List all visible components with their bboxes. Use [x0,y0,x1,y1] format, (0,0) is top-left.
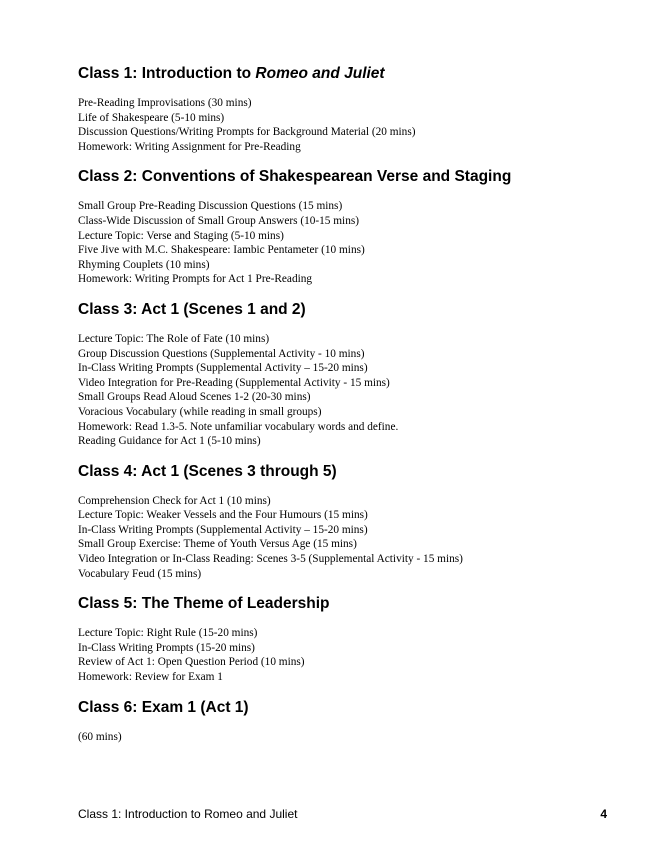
class-1-heading [78,64,618,84]
list-item: Group Discussion Questions (Supplemental Activity - 10 mins) [78,347,365,360]
list-item: Discussion Questions/Writing Prompts for Background Material (20 mins) [78,126,416,139]
class-6-section [78,698,618,745]
class-2-section [78,167,618,287]
page-number: 4 [600,807,607,821]
list-item: In-Class Writing Prompts (Supplemental Activity – 15-20 mins) [78,362,368,375]
class-1-activity-list [78,96,618,154]
list-item: Homework: Writing Prompts for Act 1 Pre-Reading [78,273,313,286]
class-4-heading: Class 4: Act 1 (Scenes 3 through 5) [78,462,337,480]
class-3-heading: Class 3: Act 1 (Scenes 1 and 2) [78,300,306,318]
list-item: Rhyming Couplets (10 mins) [78,258,210,271]
footer-title: Class 1: Introduction to Romeo and Juliet [78,807,298,821]
list-item: Comprehension Check for Act 1 (10 mins) [78,494,271,507]
list-item: Homework: Writing Assignment for Pre-Reading [78,140,301,153]
page-footer [78,806,607,822]
class-6-heading: Class 6: Exam 1 (Act 1) [78,698,249,716]
lesson-plan-content [78,64,618,757]
list-item: Small Group Exercise: Theme of Youth Versus Age (15 mins) [78,538,357,551]
class-1-section [78,64,618,154]
class-5-section [78,594,618,684]
list-item: In-Class Writing Prompts (Supplemental Activity – 15-20 mins) [78,523,368,536]
list-item: Review of Act 1: Open Question Period (10 mins) [78,656,305,669]
class-3-section [78,300,618,449]
list-item: Small Group Pre-Reading Discussion Questions (15 mins) [78,200,343,213]
list-item: Reading Guidance for Act 1 (5-10 mins) [78,435,261,448]
class-2-activity-list [78,199,618,287]
list-item: Pre-Reading Improvisations (30 mins) [78,97,252,109]
list-item: Lecture Topic: Weaker Vessels and the Four Humours (15 mins) [78,509,368,522]
class-4-section [78,462,618,582]
class-3-activity-list [78,332,618,449]
list-item: Video Integration for Pre-Reading (Supplemental Activity - 15 mins) [78,376,390,389]
list-item: Lecture Topic: The Role of Fate (10 mins) [78,332,270,345]
class-6-activity-list [78,730,618,745]
list-item: Lecture Topic: Right Rule (15-20 mins) [78,627,258,640]
list-item: Video Integration or In-Class Reading: Scenes 3-5 (Supplemental Activity - 15 mins) [78,553,463,566]
list-item: Five Jive with M.C. Shakespeare: Iambic Pentameter (10 mins) [78,244,365,257]
list-item: Small Groups Read Aloud Scenes 1-2 (20-30 mins) [78,391,311,404]
list-item: Homework: Read 1.3-5. Note unfamiliar vocabulary words and define. [78,420,399,433]
list-item: In-Class Writing Prompts (15-20 mins) [78,641,255,654]
class-1-heading-text: Class 1: Introduction to [78,65,256,82]
list-item: Homework: Review for Exam 1 [78,671,223,684]
class-5-heading: Class 5: The Theme of Leadership [78,595,330,613]
list-item: Class-Wide Discussion of Small Group Answers (10-15 mins) [78,214,360,227]
list-item: Life of Shakespeare (5-10 mins) [78,111,225,124]
list-item: Lecture Topic: Verse and Staging (5-10 mins) [78,229,284,242]
class-4-activity-list [78,494,618,582]
list-item: (60 mins) [78,730,122,743]
class-2-heading: Class 2: Conventions of Shakespearean Verse and Staging [78,168,512,186]
list-item: Voracious Vocabulary (while reading in small groups) [78,405,322,418]
class-5-activity-list [78,626,618,684]
list-item: Vocabulary Feud (15 mins) [78,567,202,580]
class-1-heading-play-title: Romeo and Juliet [255,65,385,82]
